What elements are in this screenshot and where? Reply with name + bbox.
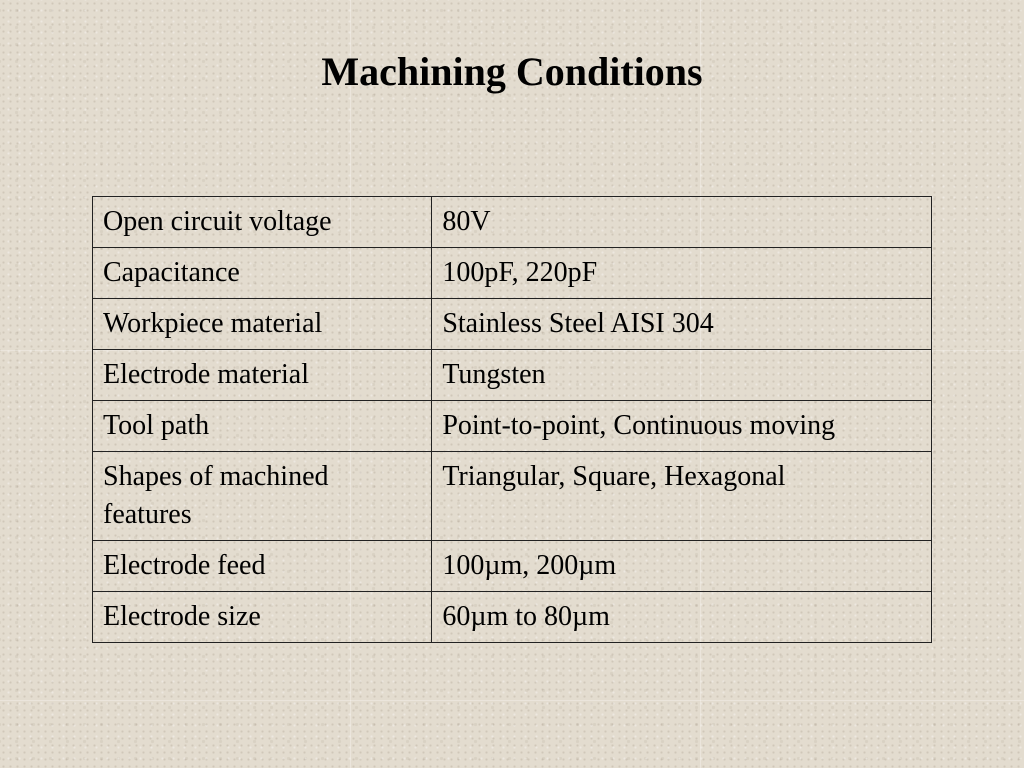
parameter-cell: Electrode feed (93, 541, 432, 592)
table-row (93, 592, 932, 643)
value-cell: 80V (432, 197, 932, 248)
parameter-cell: Shapes of machined features (93, 452, 432, 541)
table-row (93, 401, 932, 452)
table-row (93, 541, 932, 592)
table-row (93, 350, 932, 401)
value-cell: Triangular, Square, Hexagonal (432, 452, 932, 541)
value-cell: 60µm to 80µm (432, 592, 932, 643)
table-row (93, 299, 932, 350)
slide-title: Machining Conditions (321, 49, 703, 94)
table-row (93, 197, 932, 248)
parameter-cell: Workpiece material (93, 299, 432, 350)
table-row (93, 452, 932, 541)
value-cell: Point-to-point, Continuous moving (432, 401, 932, 452)
machining-conditions-table (92, 196, 932, 643)
background-seam (0, 700, 1024, 701)
value-cell: 100µm, 200µm (432, 541, 932, 592)
value-cell: 100pF, 220pF (432, 248, 932, 299)
table-row (93, 248, 932, 299)
parameter-cell: Open circuit voltage (93, 197, 432, 248)
value-cell: Tungsten (432, 350, 932, 401)
parameter-cell: Electrode material (93, 350, 432, 401)
value-cell: Stainless Steel AISI 304 (432, 299, 932, 350)
parameter-cell: Capacitance (93, 248, 432, 299)
parameter-cell: Tool path (93, 401, 432, 452)
parameter-cell: Electrode size (93, 592, 432, 643)
